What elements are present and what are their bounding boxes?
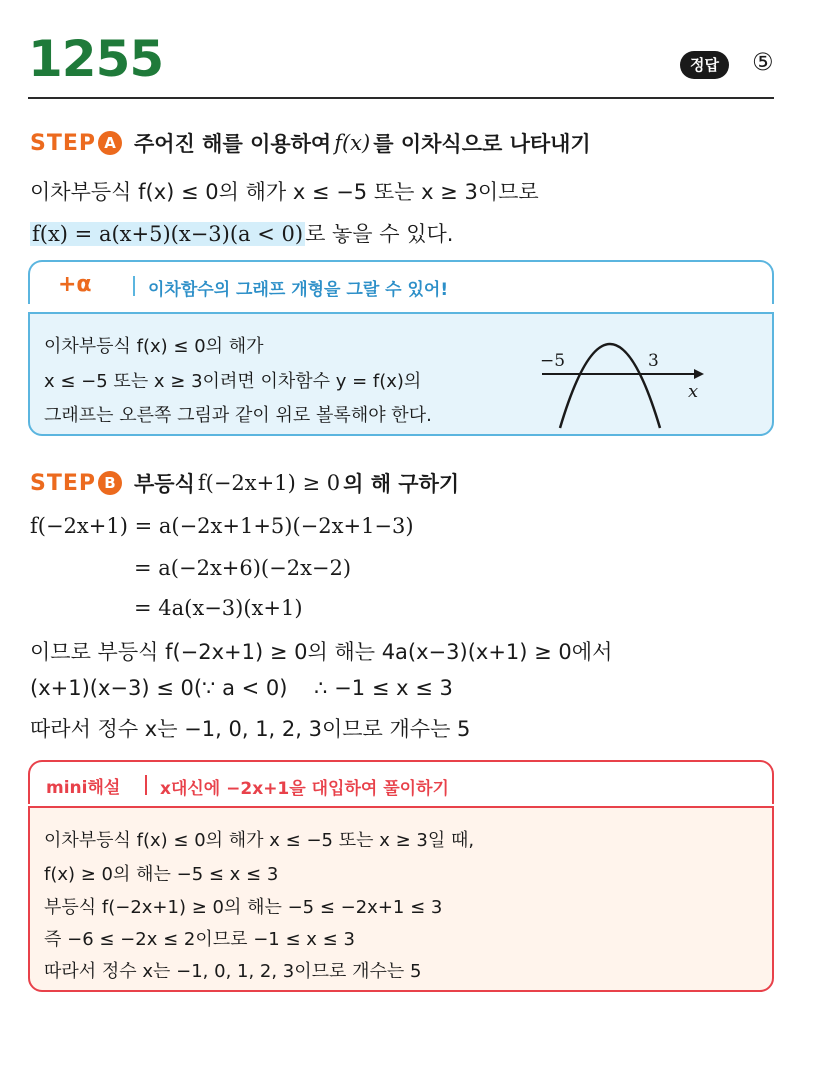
- step-a-tag: STEP: [30, 130, 97, 156]
- step-a-title-math: f(x): [334, 131, 371, 155]
- step-b-line6: 따라서 정수 x는 −1, 0, 1, 2, 3이므로 개수는 5: [30, 717, 471, 741]
- mini-title: x대신에 −2x+1을 대입하여 풀이하기: [160, 779, 449, 799]
- plus-alpha-label: +α: [58, 272, 92, 297]
- parabola-graph: [538, 320, 728, 432]
- graph-right-root: 3: [648, 351, 659, 371]
- step-b-eq2: = a(−2x+6)(−2x−2): [134, 556, 352, 580]
- graph-left-root: −5: [540, 351, 566, 371]
- mini-separator: [145, 775, 147, 795]
- plus-alpha-separator: [133, 276, 135, 296]
- step-a-line2-text: 로 놓을 수 있다.: [305, 222, 454, 246]
- parabola-curve: [560, 344, 660, 428]
- graph-axis-label: x: [688, 381, 699, 402]
- step-a-line2-math: f(x) = a(x+5)(x−3)(a < 0): [32, 222, 304, 246]
- step-a-heading: [30, 128, 591, 158]
- plus-alpha-line1: 이차부등식 f(x) ≤ 0의 해가: [44, 336, 264, 357]
- step-b-line4: 이므로 부등식 f(−2x+1) ≥ 0의 해는 4a(x−3)(x+1) ≥ 0에서: [30, 640, 613, 664]
- plus-alpha-title: 이차함수의 그래프 개형을 그랄 수 있어!: [148, 280, 449, 300]
- header-divider: [28, 97, 774, 99]
- problem-number: 1255: [28, 30, 164, 88]
- plus-alpha-line2: x ≤ −5 또는 x ≥ 3이려면 이차함수 y = f(x)의: [44, 371, 422, 392]
- step-a-title-2: 를 이차식으로 나타내기: [373, 132, 591, 156]
- step-b-line5: (x+1)(x−3) ≤ 0(∵ a < 0) ∴ −1 ≤ x ≤ 3: [30, 676, 453, 700]
- plus-alpha-box: [28, 312, 774, 436]
- step-b-eq1: f(−2x+1) = a(−2x+1+5)(−2x+1−3): [30, 514, 414, 538]
- step-a-letter: A: [98, 131, 122, 155]
- step-b-title-1: 부등식: [134, 472, 195, 496]
- step-a-title-1: 주어진 해를 이용하여: [134, 132, 332, 156]
- mini-line3: 부등식 f(−2x+1) ≥ 0의 해는 −5 ≤ −2x+1 ≤ 3: [44, 897, 443, 918]
- answer-badge: 정답: [680, 51, 729, 79]
- mini-line2: f(x) ≥ 0의 해는 −5 ≤ x ≤ 3: [44, 864, 279, 885]
- graph-axis-arrow: [694, 369, 704, 379]
- mini-box: [28, 806, 774, 992]
- step-b-tag: STEP: [30, 470, 97, 496]
- mini-line1: 이차부등식 f(x) ≤ 0의 해가 x ≤ −5 또는 x ≥ 3일 때,: [44, 830, 475, 851]
- step-b-title-2: 의 해 구하기: [343, 472, 460, 496]
- mini-line5: 따라서 정수 x는 −1, 0, 1, 2, 3이므로 개수는 5: [44, 961, 422, 982]
- step-b-title-math: f(−2x+1) ≥ 0: [197, 471, 341, 495]
- mini-line4: 즉 −6 ≤ −2x ≤ 2이므로 −1 ≤ x ≤ 3: [44, 929, 355, 950]
- step-a-line2: [30, 218, 453, 248]
- step-b-eq3: = 4a(x−3)(x+1): [134, 596, 303, 620]
- step-b-heading: [30, 468, 459, 498]
- mini-label: mini해설: [46, 778, 121, 798]
- step-a-line1: 이차부등식 f(x) ≤ 0의 해가 x ≤ −5 또는 x ≥ 3이므로: [30, 180, 539, 204]
- answer-value: ⑤: [752, 48, 774, 76]
- plus-alpha-line3: 그래프는 오른쪽 그림과 같이 위로 볼록해야 한다.: [44, 405, 432, 426]
- step-b-letter: B: [98, 471, 122, 495]
